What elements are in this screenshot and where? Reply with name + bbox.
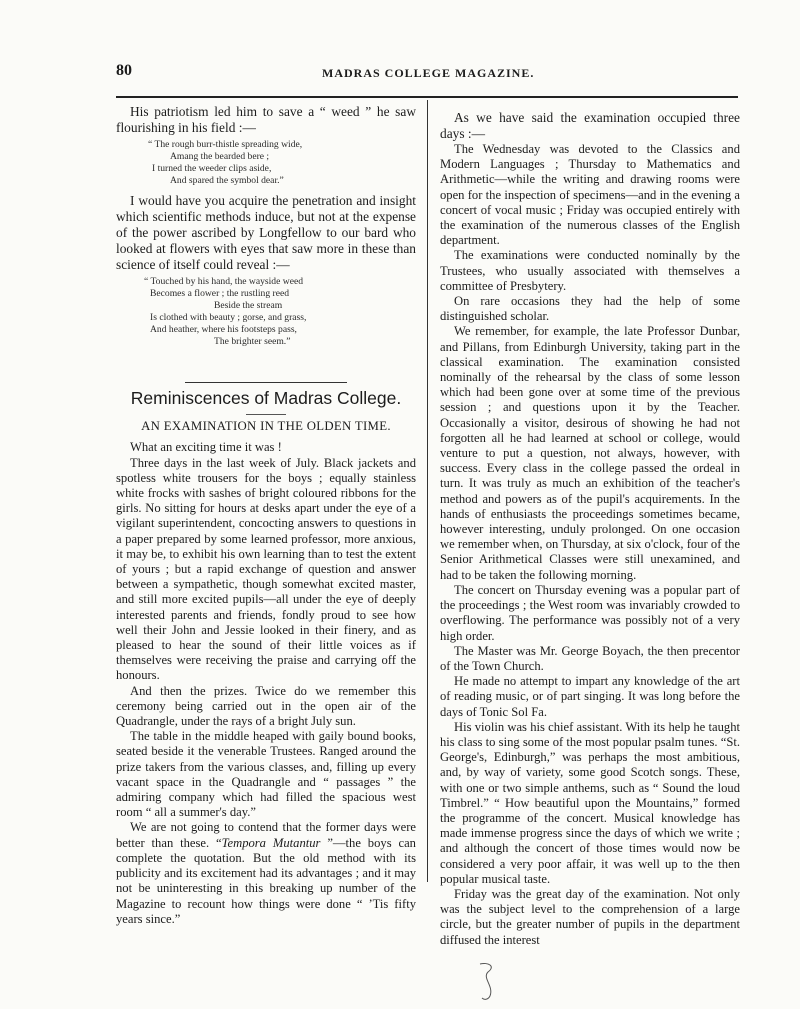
verse-longfellow [116, 276, 416, 348]
verse-line: “ The rough burr-thistle spreading wide, [148, 139, 303, 150]
verse-line: Beside the stream [214, 300, 283, 311]
left-paragraph-3: What an exciting time it was ! [130, 440, 282, 455]
right-paragraph-9: His violin was his chief assistant. With its help he taught his class to sing some of the most popular psalm tunes. “St. George's, Edinburgh,” was perhaps the most ambitious, and, by way of variety, some good Scotch songs. These, with one or two simple anthems, such as “ Sound the loud Timbrel.” “ How beautiful upon the Mountains,” formed the programme of the concert. Musical knowledge has made immense progress since the days of which we write ; and although the concert of those times would now be considered a very poor affair, it was well up to the then popular musical taste. [440, 719, 740, 886]
right-column [440, 110, 740, 948]
right-paragraph-6: The concert on Thursday evening was a popular part of the proceedings ; the West room was invariably crowded to overflowing. The performance was possibly not of a very high order. [440, 582, 740, 643]
right-paragraph-8: He made no attempt to impart any knowledge of the art of reading music, or of part singing. It was long before the days of Tonic Sol Fa. [440, 674, 740, 719]
header-rule [116, 96, 738, 98]
verse-line: Becomes a flower ; the rustling reed [150, 288, 290, 299]
left-paragraph-5: And then the prizes. Twice do we remember this ceremony being carried out in the open air of the Quadrangle, under the rays of a bright July sun. [116, 683, 416, 729]
verse-line: I turned the weeder clips aside, [152, 163, 272, 174]
right-paragraph-10: Friday was the great day of the examination. Not only was the subject level to the comprehension of a large circle, but the greater number of pupils in the department diffused the interest [440, 886, 740, 947]
text-run: We are not going to contend that the former days were better than these. “ [116, 820, 416, 850]
right-paragraph-4: On rare occasions they had the help of some distinguished scholar. [440, 294, 740, 324]
left-paragraph-1: His patriotism led him to save a “ weed ” he saw flourishing in his field :— [116, 104, 416, 135]
verse-thistle [116, 139, 416, 187]
section-title: Reminiscences of Madras College. [130, 388, 402, 408]
subtitle-rule [246, 414, 286, 415]
left-paragraph-7 [116, 820, 416, 926]
verse-line: The brighter seem.” [214, 336, 291, 347]
right-paragraph-5: We remember, for example, the late Professor Dunbar, and Pillans, from Edinburgh University, taking part in the classical examination. The examination consisted nominally of the rehearsal by the class of some lesson which had been gone over at some time of the previous session ; and questions upon it by the Teacher. Occasionally a visitor, desirous of showing he had not forgotten all he had learned at school or college, would venture to put a question, not always, however, with success. Every class in the college passed the ordeal in turn. It was truly as much an exhibition of the teacher's method and powers as of the pupil's acquirements. In the hands of enthusiasts the proceedings sometimes became, however interesting, unduly prolonged. On one occasion we remember when, on Thursday, at six o'clock, four of the Senior Arithmetical Classes were still unexamined, and had to be taken the following morning. [440, 324, 740, 582]
article-subtitle: AN EXAMINATION IN THE OLDEN TIME. [141, 419, 391, 434]
verse-line: “ Touched by his hand, the wayside weed [144, 276, 304, 287]
left-paragraph-6: The table in the middle heaped with gaily bound books, seated beside it the venerable Trustees. Ranged around the prize takers from the various classes, and, filling up every vacant space in the Quadrangle and “ passages ” the admiring company which had filled the spacious west room “ all a summer's day.” [116, 729, 416, 820]
latin-quote: Tempora Mutantur [221, 835, 321, 850]
page-number: 80 [116, 62, 132, 79]
right-paragraph-7: The Master was Mr. George Boyach, the then precentor of the Town Church. [440, 643, 740, 673]
left-paragraph-2: I would have you acquire the penetration and insight which scientific methods induce, but not at the expense of the power ascribed by Longfellow to our bard who looked at flowers with eyes that saw more in these than science of itself could reveal :— [116, 193, 416, 272]
pencil-mark [474, 960, 504, 1002]
verse-line: And heather, where his footsteps pass, [150, 324, 297, 335]
verse-line: Is clothed with beauty ; gorse, and grass, [150, 312, 307, 323]
section-rule [185, 382, 347, 383]
right-paragraph-2: The Wednesday was devoted to the Classics and Modern Languages ; Thursday to Mathematics and Arithmetic—while the writing and drawing rooms were open for the inspection of specimens—and in the evening a concert of vocal music ; Friday was occupied entirely with the examination of the numerous classes of the English department. [440, 142, 740, 248]
left-paragraph-4: Three days in the last week of July. Black jackets and spotless white trousers for the boys ; equally stainless white frocks with sashes of bright coloured ribbons for the girls. No sitting for hours at desks apart under the eye of a vigilant superintendent, concocting answers to questions in a paper prepared by some learned professor, more anxious, it may be, to exhibit his own learning than to test the extent of yours ; but a rapid exchange of question and answer between a sympathetic, though somewhat excited master, and still more excited pupils—all under the eye of deeply interested parents and friends, fondly proud to see how well their John and Jessie looked in their finery, and as pleased to hear the sound of their little voices as if themselves were receiving the praise and carrying off the honours. [116, 455, 416, 683]
right-paragraph-3: The examinations were conducted nominally by the Trustees, who usually associated with themselves a committee of Presbytery. [440, 248, 740, 293]
verse-line: Amang the bearded bere ; [170, 151, 270, 162]
right-paragraph-1: As we have said the examination occupied three days :— [440, 110, 740, 141]
running-head: MADRAS COLLEGE MAGAZINE. [322, 66, 535, 80]
text-run: ”—the boys can complete the quotation. But the old method with its publicity and its excitement had its advantages ; and it may not be uninteresting in this breaking up number of the Magazine to recount how things were done “ ’Tis fifty years since.” [116, 835, 416, 926]
column-divider [427, 100, 428, 882]
verse-line: And spared the symbol dear.” [170, 175, 284, 186]
left-column [116, 104, 416, 927]
